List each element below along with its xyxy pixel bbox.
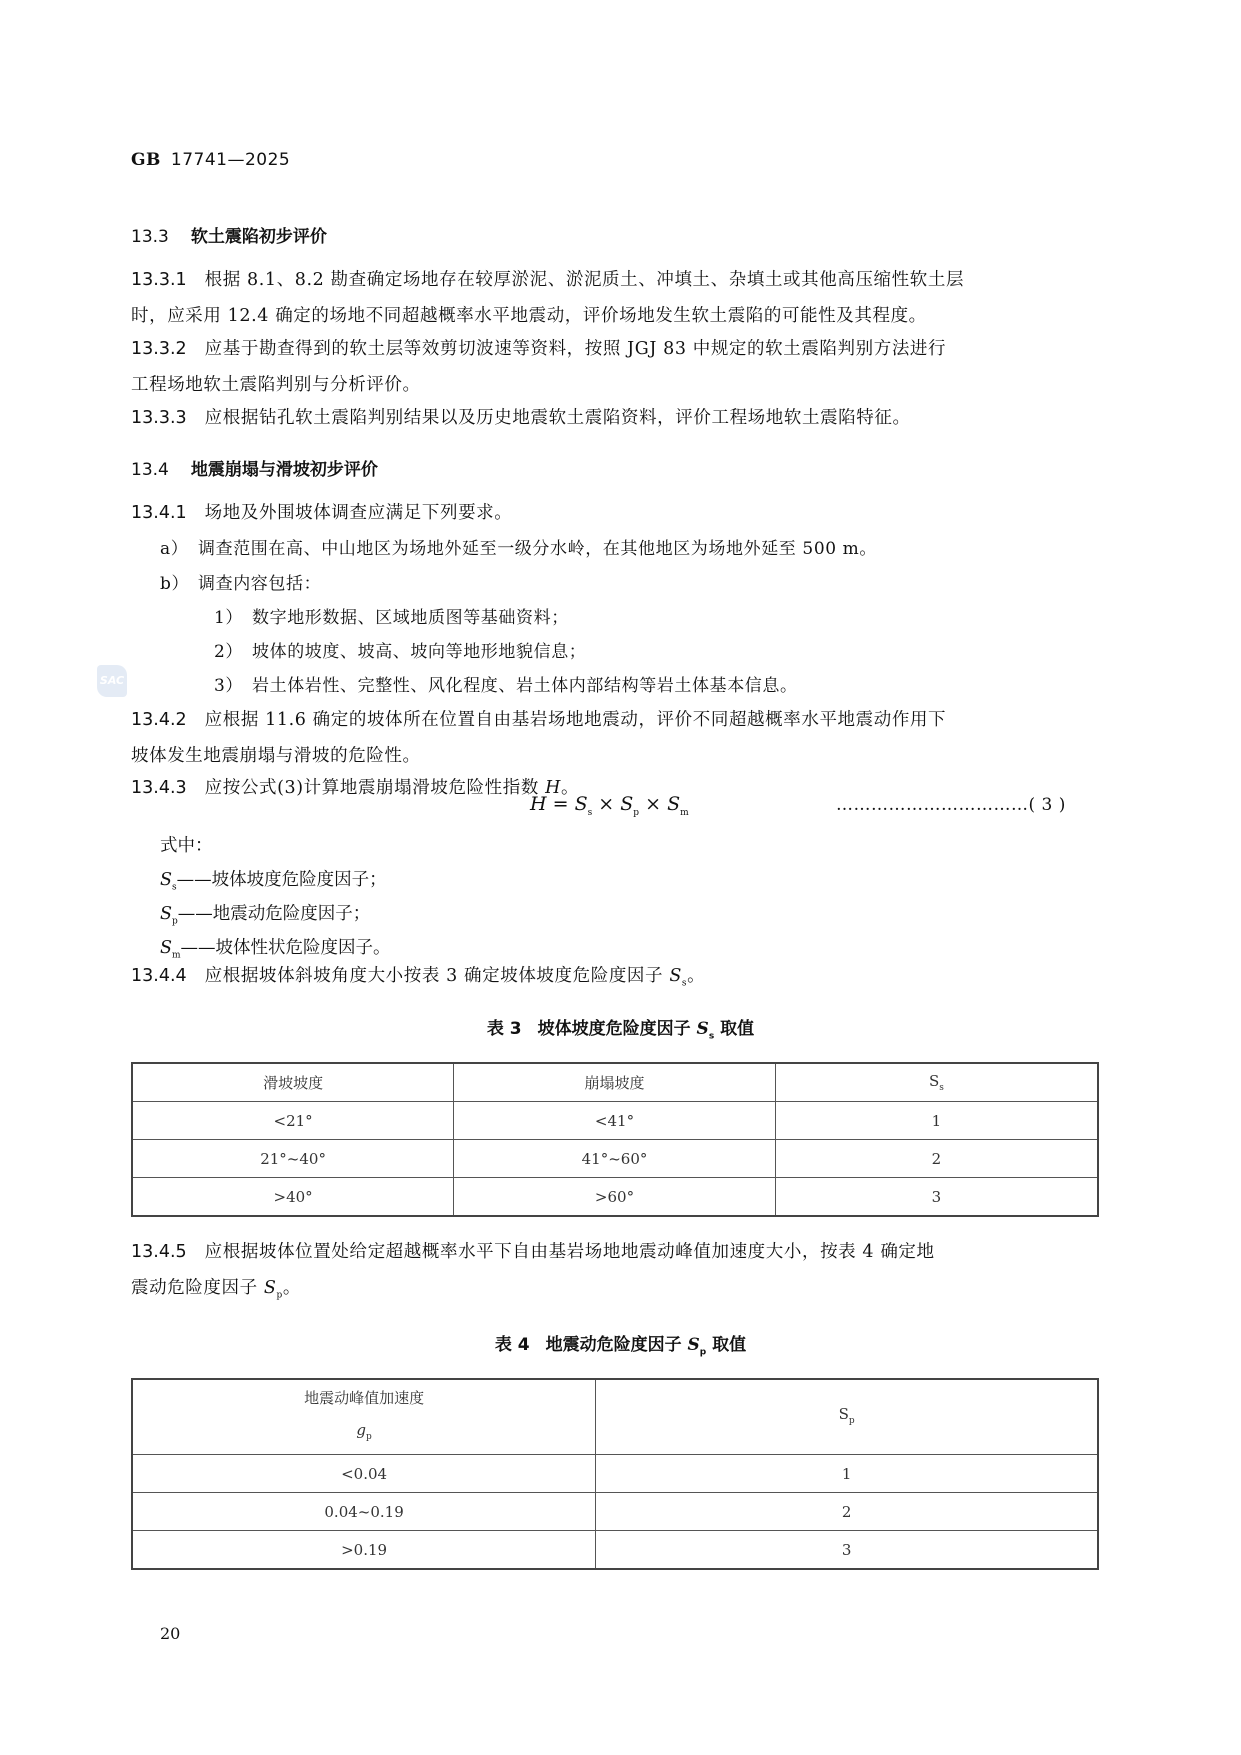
definition-s-s: $S_s——$坡体坡度危险度因子；	[160, 870, 387, 893]
standard-header	[131, 150, 290, 170]
table-cell: 3	[775, 1178, 1098, 1217]
table-cell: >0.19	[132, 1531, 596, 1570]
clause-13-3-2: 13.3.2 应基于勘查得到的软土层等效剪切波速等资料，按照 JGJ 83 中规定的软土震陷判别方法进行 工程场地软土震陷判别与分析评价。	[131, 339, 947, 395]
table-cell: >40°	[132, 1178, 454, 1217]
table-cell: <41°	[454, 1102, 776, 1140]
table-cell: 1	[775, 1102, 1098, 1140]
table-cell: 2	[596, 1493, 1098, 1531]
table-cell: 2	[775, 1140, 1098, 1178]
sac-watermark-logo: SAC	[97, 665, 127, 697]
table-row	[132, 1493, 1098, 1531]
clause-13-4-5: 13.4.5 应根据坡体位置处给定超越概率水平下自由基岩场地地震动峰值加速度大小，按表 4 确定地 震动危险度因子 $S_p$。	[131, 1242, 935, 1301]
table-cell: <21°	[132, 1102, 454, 1140]
table-row	[132, 1102, 1098, 1140]
table-header-row	[132, 1063, 1098, 1102]
table-cell: <0.04	[132, 1455, 596, 1493]
standard-number: 17741—2025	[170, 150, 291, 170]
table-cell: 1	[596, 1455, 1098, 1493]
page-number: 20	[160, 1624, 181, 1643]
sub-list-item-3: 3） 岩土体岩性、完整性、风化程度、岩土体内部结构等岩土体基本信息。	[214, 676, 798, 696]
clause-13-3-3: 13.3.3 应根据钻孔软土震陷判别结果以及历史地震软土震陷资料，评价工程场地软土震陷特征。	[131, 408, 911, 428]
column-header: 滑坡坡度	[132, 1063, 454, 1102]
sub-list-item-2: 2） 坡体的坡度、坡高、坡向等地形地貌信息；	[214, 642, 587, 662]
column-header: 崩塌坡度	[454, 1063, 776, 1102]
clause-13-4-3: 13.4.3 应按公式(3)计算地震崩塌滑坡危险性指数 H。	[131, 778, 580, 798]
where-intro: 式中：	[160, 836, 213, 856]
column-header: $S_p$	[596, 1379, 1098, 1455]
table-row	[132, 1140, 1098, 1178]
definition-s-m: $S_m——$坡体性状危险度因子。	[160, 938, 391, 961]
table-4-caption: 表 4 地震动危险度因子 $S_p$ 取值	[494, 1335, 747, 1358]
formula-number: ……………………………( 3 )	[836, 795, 1066, 815]
standard-prefix: GB	[131, 150, 161, 170]
column-header: $S_s$	[775, 1063, 1098, 1102]
table-3-caption: 表 3 坡体坡度危险度因子 $S_s$ 取值	[486, 1019, 755, 1042]
table-3	[131, 1062, 1099, 1217]
sub-list-item-1: 1） 数字地形数据、区域地质图等基础资料；	[214, 608, 569, 628]
table-cell: 0.04~0.19	[132, 1493, 596, 1531]
list-item-a: a） 调查范围在高、中山地区为场地外延至一级分水岭，在其他地区为场地外延至 500 m。	[160, 539, 877, 559]
definition-s-p: $S_p——$地震动危险度因子；	[160, 904, 371, 927]
table-4	[131, 1378, 1099, 1570]
formula-3: $H = S_s \times S_p \times S_m$	[530, 793, 689, 818]
table-cell: 41°~60°	[454, 1140, 776, 1178]
column-header: 地震动峰值加速度 $g_p$	[132, 1379, 596, 1455]
table-row	[132, 1531, 1098, 1570]
clause-13-4-1: 13.4.1 场地及外围坡体调查应满足下列要求。	[131, 503, 513, 523]
list-item-b: b） 调查内容包括：	[160, 574, 322, 594]
section-13-4-heading: 13.4 地震崩塌与滑坡初步评价	[131, 460, 378, 480]
table-row	[132, 1455, 1098, 1493]
clause-13-4-2: 13.4.2 应根据 11.6 确定的坡体所在位置自由基岩场地地震动，评价不同超越概率水平地震动作用下 坡体发生地震崩塌与滑坡的危险性。	[131, 710, 947, 766]
clause-13-4-4: 13.4.4 应根据坡体斜坡角度大小按表 3 确定坡体坡度危险度因子 $S_s$。	[131, 966, 706, 989]
table-header-row	[132, 1379, 1098, 1455]
clause-13-3-1: 13.3.1 根据 8.1、8.2 勘查确定场地存在较厚淤泥、淤泥质土、冲填土、杂填土或其他高压缩性软土层 时，应采用 12.4 确定的场地不同超越概率水平地震动，评价场地发生软土震陷的可能性及其程度。	[131, 270, 965, 326]
table-row	[132, 1178, 1098, 1217]
section-13-3-heading: 13.3 软土震陷初步评价	[131, 227, 327, 247]
table-cell: 3	[596, 1531, 1098, 1570]
table-cell: 21°~40°	[132, 1140, 454, 1178]
table-cell: >60°	[454, 1178, 776, 1217]
